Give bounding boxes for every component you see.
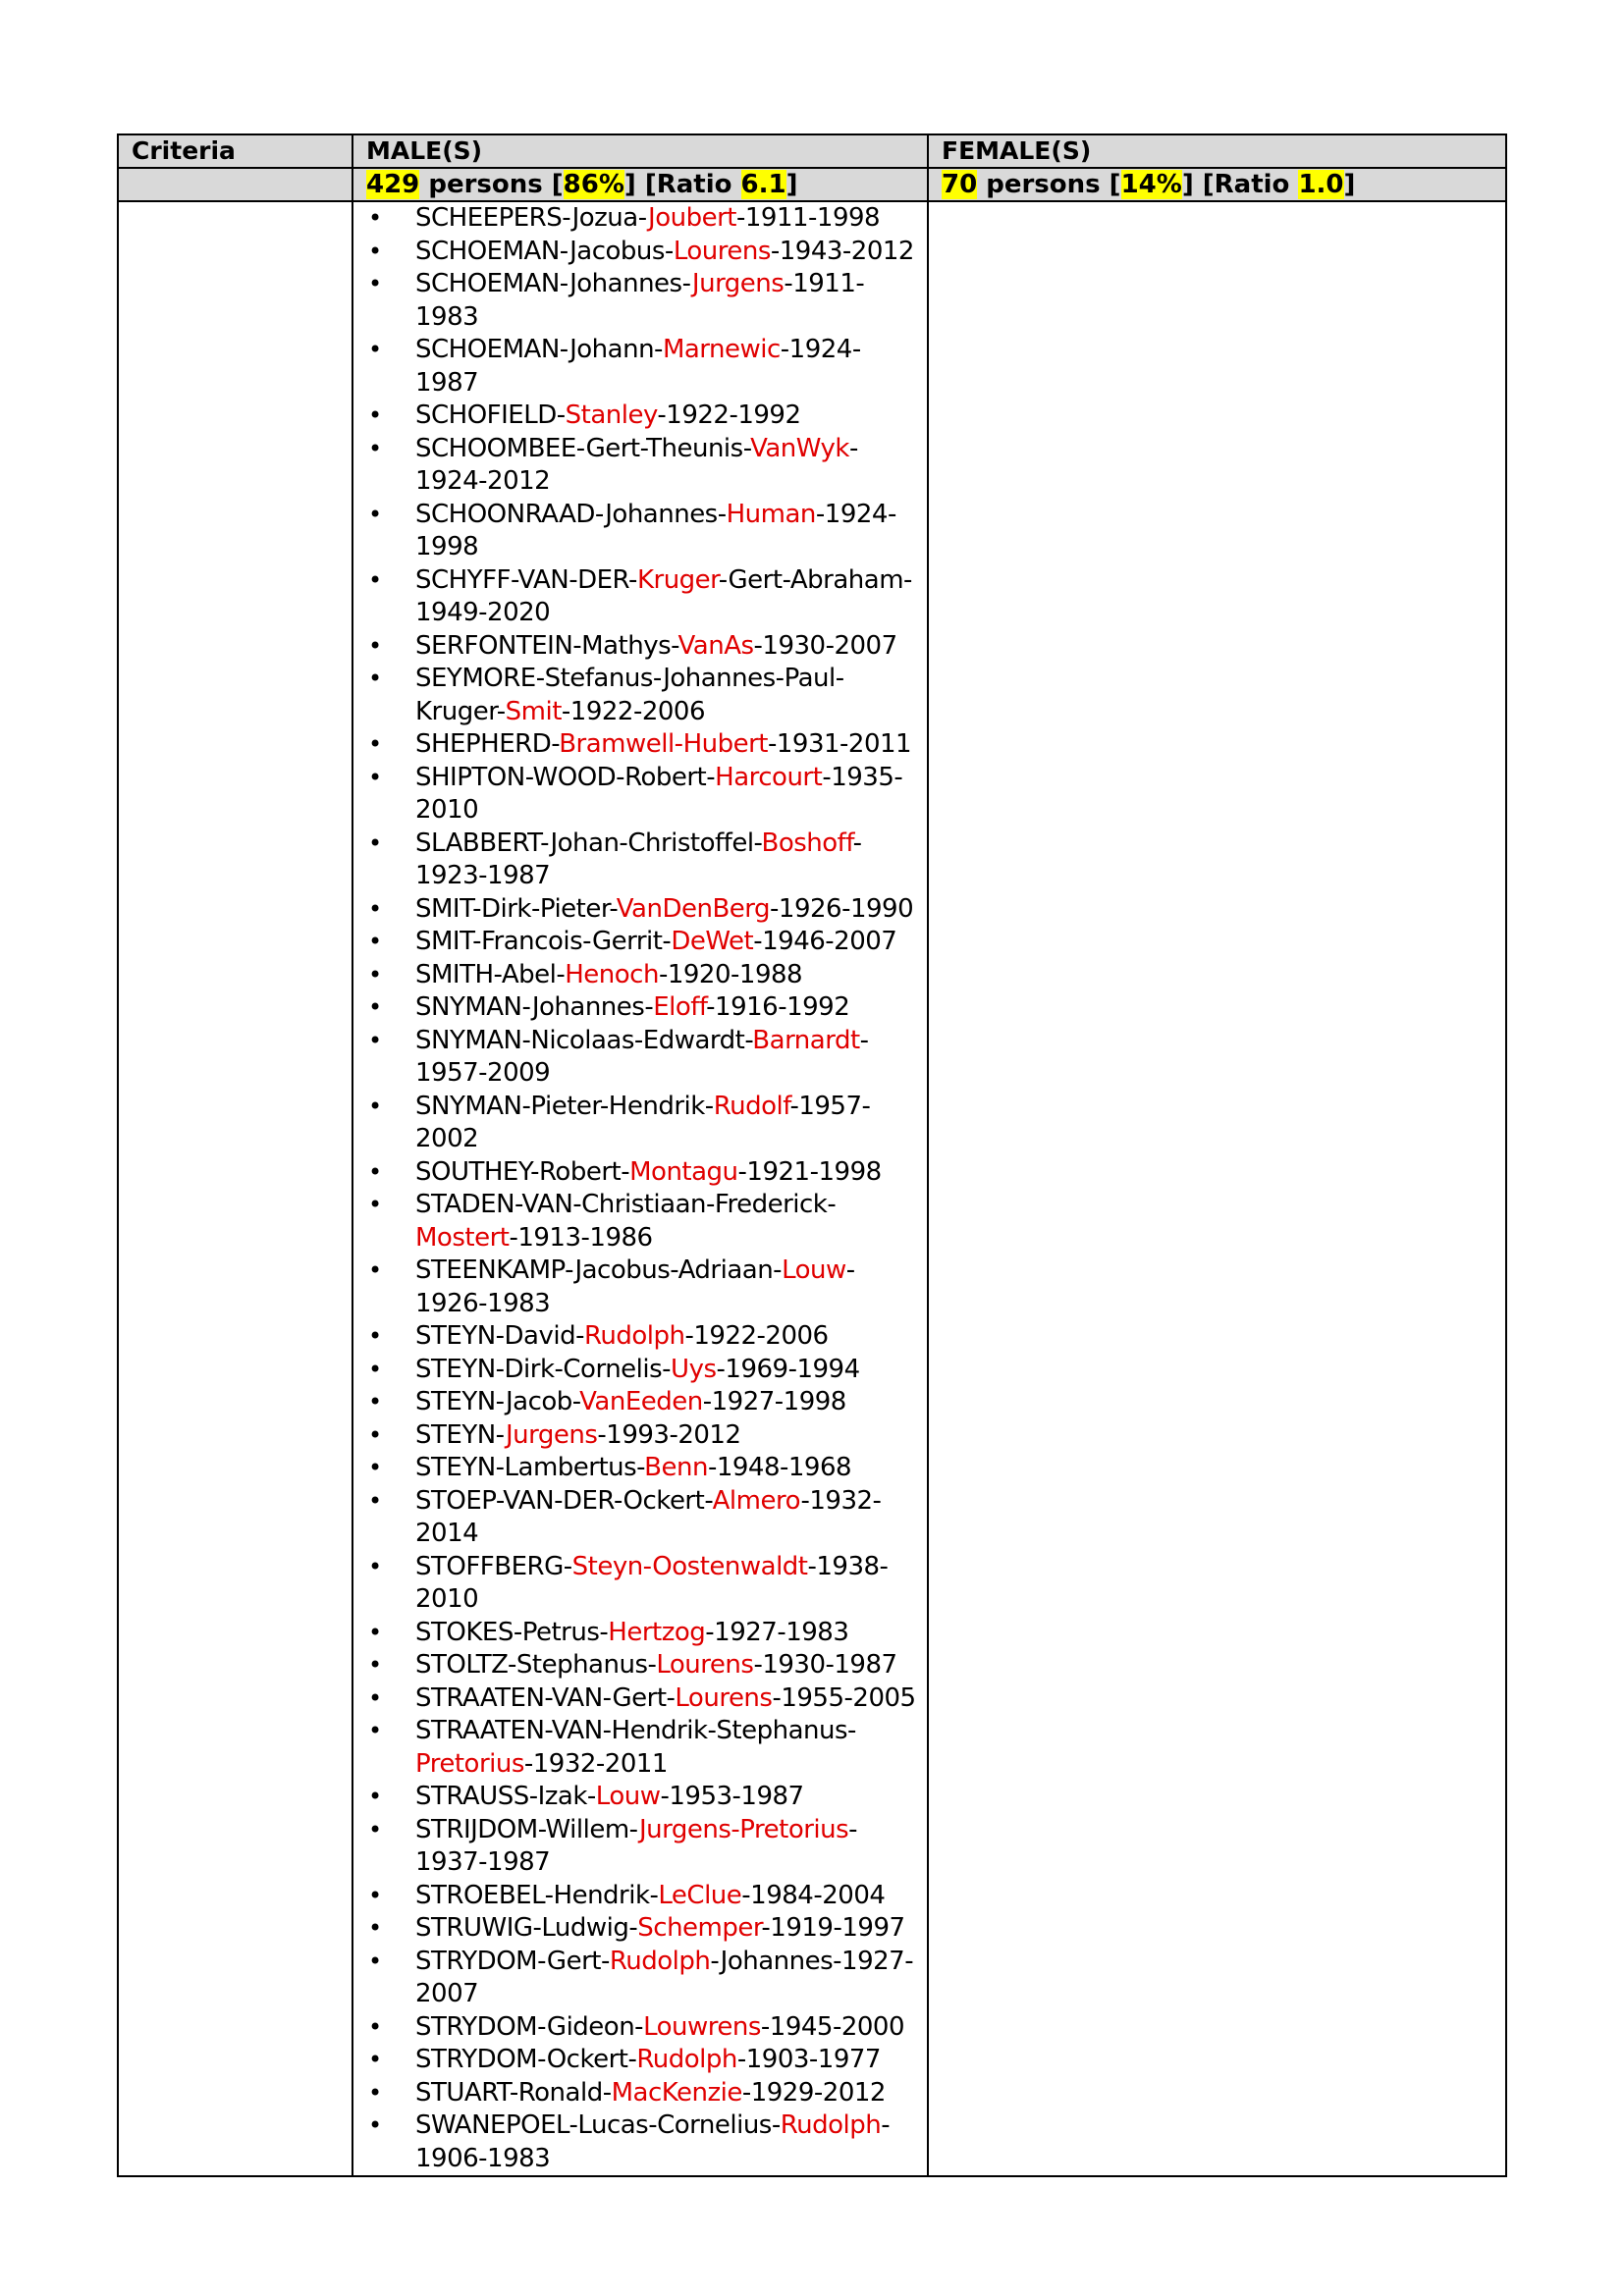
list-item — [353, 268, 927, 334]
list-item — [353, 1156, 927, 1190]
list-item — [353, 1912, 927, 1946]
list-item — [353, 1386, 927, 1419]
entry-suffix: -1993-2012 — [597, 1419, 741, 1450]
male-ratio: 6.1 — [740, 170, 786, 199]
entry-suffix: -1924-1998 — [415, 499, 896, 561]
female-header: FEMALE(S) — [928, 134, 1506, 168]
entry-prefix: SERFONTEIN-Mathys- — [415, 630, 678, 661]
entry-prefix: STOFFBERG- — [415, 1551, 572, 1581]
list-item — [353, 564, 927, 630]
entry-highlight-name: VanDenBerg — [616, 893, 771, 924]
entry-suffix: -1932-2014 — [415, 1485, 882, 1548]
entry-prefix: STEYN- — [415, 1419, 506, 1450]
entry-prefix: STOKES-Petrus- — [415, 1617, 609, 1647]
entry-prefix: STEYN-Jacob- — [415, 1387, 580, 1416]
entry-prefix: SOUTHEY-Robert- — [415, 1156, 630, 1187]
entry-highlight-name: Harcourt — [715, 762, 823, 792]
entry-suffix: -1921-1998 — [737, 1156, 882, 1187]
entry-highlight-name: Lourens — [656, 1650, 754, 1680]
entry-suffix: -1930-2007 — [753, 630, 897, 661]
list-item — [353, 1320, 927, 1354]
entry-suffix: -1935-2010 — [415, 762, 903, 825]
list-item — [353, 400, 927, 433]
entry-suffix: -1906-1983 — [415, 2110, 891, 2173]
header-row — [118, 134, 1506, 168]
entry-suffix: -1953-1987 — [660, 1782, 804, 1811]
entry-highlight-name: VanAs — [677, 630, 754, 661]
male-percent: 86% — [563, 170, 624, 199]
entry-highlight-name: Henoch — [565, 959, 659, 989]
entry-prefix: SCHOOMBEE-Gert-Theunis- — [415, 433, 751, 463]
entry-highlight-name: Smit — [505, 696, 562, 726]
entry-prefix: SCHOFIELD- — [415, 400, 566, 430]
entry-suffix: -Gert-Abraham-1949-2020 — [415, 564, 912, 627]
list-item — [353, 202, 927, 236]
entries-row — [118, 201, 1506, 2176]
entry-prefix: SEYMORE-Stefanus-Johannes-Paul-Kruger- — [415, 664, 844, 726]
male-entries-cell — [352, 201, 928, 2176]
entry-suffix: -1922-2006 — [561, 696, 705, 726]
summary-row — [118, 168, 1506, 201]
male-count: 429 — [366, 170, 420, 199]
entry-prefix: STEYN-Lambertus- — [415, 1453, 645, 1482]
entry-highlight-name: Almero — [712, 1485, 801, 1516]
entry-highlight-name: DeWet — [671, 927, 754, 956]
entry-prefix: SHIPTON-WOOD-Robert- — [415, 762, 716, 792]
entry-highlight-name: Human — [726, 499, 816, 529]
entry-prefix: SCHOONRAAD-Johannes- — [415, 499, 727, 529]
entry-suffix: -1946-2007 — [753, 927, 897, 956]
female-percent: 14% — [1120, 170, 1182, 199]
entry-suffix: -1948-1968 — [707, 1453, 852, 1482]
male-header: MALE(S) — [352, 134, 928, 168]
list-item — [353, 1255, 927, 1320]
list-item — [353, 1452, 927, 1485]
entry-highlight-name: Barnardt — [752, 1025, 860, 1055]
entry-prefix: STOLTZ-Stephanus- — [415, 1650, 657, 1680]
female-summary-close: ] — [1343, 170, 1356, 199]
entry-highlight-name: Hertzog — [608, 1617, 706, 1647]
entry-highlight-name: LeClue — [658, 1880, 742, 1910]
entry-highlight-name: Eloff — [653, 992, 707, 1022]
female-count: 70 — [942, 170, 978, 199]
entry-suffix: -1911-1983 — [415, 269, 865, 332]
entry-prefix: STADEN-VAN-Christiaan-Frederick- — [415, 1190, 837, 1219]
entry-highlight-name: Steyn-Oostenwaldt — [571, 1551, 808, 1581]
list-item — [353, 334, 927, 400]
female-persons-label: persons [ — [977, 170, 1121, 199]
entry-suffix: -1913-1986 — [509, 1222, 653, 1253]
entry-prefix: STRAUSS-Izak- — [415, 1782, 596, 1811]
entry-prefix: STEYN-David- — [415, 1321, 584, 1351]
entry-prefix: SNYMAN-Nicolaas-Edwardt- — [415, 1025, 753, 1055]
list-item — [353, 893, 927, 927]
entry-highlight-name: Jurgens — [691, 269, 785, 298]
entry-suffix: -1943-2012 — [770, 236, 914, 266]
entry-highlight-name: Rudolph — [583, 1321, 685, 1351]
entry-highlight-name: Kruger — [636, 564, 719, 595]
entry-prefix: STOEP-VAN-DER-Ockert- — [415, 1485, 713, 1516]
entry-highlight-name: Rudolph — [780, 2110, 882, 2140]
entry-prefix: SMIT-Francois-Gerrit- — [415, 927, 672, 956]
entry-suffix: -1926-1983 — [415, 1255, 855, 1318]
entry-highlight-name: Stanley — [565, 400, 658, 430]
male-summary-close: ] — [785, 170, 798, 199]
list-item — [353, 1025, 927, 1091]
list-item — [353, 1781, 927, 1814]
list-item — [353, 499, 927, 564]
entry-highlight-name: Schemper — [637, 1913, 762, 1943]
entry-suffix: -1903-1977 — [736, 2045, 881, 2074]
entry-prefix: STRIJDOM-Willem- — [415, 1814, 639, 1844]
entry-highlight-name: Rudolf — [713, 1091, 790, 1121]
entry-prefix: STEYN-Dirk-Cornelis- — [415, 1354, 672, 1384]
list-item — [353, 1880, 927, 1913]
entry-highlight-name: Louw — [595, 1782, 661, 1811]
entry-highlight-name: Lourens — [675, 1682, 773, 1713]
list-item — [353, 728, 927, 762]
list-item — [353, 2044, 927, 2077]
list-item — [353, 1551, 927, 1617]
entry-prefix: SLABBERT-Johan-Christoffel- — [415, 828, 762, 858]
entry-suffix: -1929-2012 — [741, 2077, 886, 2108]
entry-suffix: -1932-2011 — [523, 1748, 668, 1779]
entry-prefix: SCHOEMAN-Jacobus- — [415, 236, 674, 266]
entry-prefix: STRAATEN-VAN-Hendrik-Stephanus- — [415, 1716, 856, 1745]
male-entries-list — [353, 202, 927, 2175]
list-item — [353, 926, 927, 959]
entry-highlight-name: VanWyk — [750, 433, 849, 463]
list-item — [353, 2109, 927, 2175]
entry-prefix: STRYDOM-Gert- — [415, 1946, 610, 1976]
entry-suffix: -1924-1987 — [415, 335, 861, 398]
entry-highlight-name: Montagu — [629, 1156, 738, 1187]
entry-prefix: STRYDOM-Ockert- — [415, 2045, 637, 2074]
entry-prefix: SWANEPOEL-Lucas-Cornelius- — [415, 2110, 781, 2140]
entry-highlight-name: Rudolph — [636, 2045, 737, 2074]
entry-suffix: -1922-2006 — [684, 1321, 829, 1351]
entry-prefix: SCHYFF-VAN-DER- — [415, 564, 637, 595]
entry-highlight-name: VanEeden — [579, 1387, 703, 1416]
list-item — [353, 1091, 927, 1156]
entry-highlight-name: Marnewic — [662, 335, 781, 364]
entry-suffix: -1969-1994 — [716, 1354, 860, 1384]
entry-prefix: STEENKAMP-Jacobus-Adriaan- — [415, 1255, 783, 1285]
criteria-body-cell — [118, 201, 352, 2176]
male-persons-label: persons [ — [419, 170, 564, 199]
entry-highlight-name: Benn — [644, 1453, 708, 1482]
entry-suffix: -1924-2012 — [415, 433, 858, 496]
entry-highlight-name: Boshoff — [761, 828, 853, 858]
entry-prefix: SMIT-Dirk-Pieter- — [415, 893, 617, 924]
entry-highlight-name: Jurgens-Pretorius — [639, 1814, 849, 1844]
list-item — [353, 959, 927, 992]
entry-prefix: SNYMAN-Pieter-Hendrik- — [415, 1091, 714, 1121]
list-item — [353, 1189, 927, 1255]
entry-prefix: SMITH-Abel- — [415, 959, 566, 989]
entry-prefix: SCHOEMAN-Johannes- — [415, 269, 692, 298]
entry-highlight-name: Uys — [671, 1354, 717, 1384]
entry-suffix: -1955-2005 — [772, 1682, 916, 1713]
female-ratio: 1.0 — [1298, 170, 1344, 199]
criteria-summary-cell — [118, 168, 352, 201]
entry-suffix: -1984-2004 — [741, 1880, 886, 1910]
list-item — [353, 991, 927, 1025]
list-item — [353, 1485, 927, 1551]
list-item — [353, 1814, 927, 1880]
list-item — [353, 1354, 927, 1387]
entry-suffix: -1930-1987 — [753, 1650, 897, 1680]
entry-prefix: STRUWIG-Ludwig- — [415, 1913, 638, 1943]
entry-highlight-name: Mostert — [415, 1222, 510, 1253]
list-item — [353, 1682, 927, 1716]
entry-suffix: -Johannes-1927-2007 — [415, 1946, 914, 2008]
entry-suffix: -1922-1992 — [657, 400, 801, 430]
entry-suffix: -1957-2002 — [415, 1091, 871, 1153]
entry-suffix: -1916-1992 — [706, 992, 850, 1022]
entry-suffix: -1911-1998 — [735, 203, 881, 233]
entry-suffix: -1926-1990 — [770, 893, 914, 924]
male-ratio-label: ] [Ratio — [623, 170, 741, 199]
list-item — [353, 1946, 927, 2011]
entry-suffix: -1931-2011 — [767, 729, 912, 759]
list-item — [353, 236, 927, 269]
female-summary — [928, 168, 1506, 201]
criteria-table — [117, 133, 1507, 2177]
criteria-header: Criteria — [118, 134, 352, 168]
entry-highlight-name: Pretorius — [415, 1748, 524, 1779]
list-item — [353, 1419, 927, 1453]
list-item — [353, 2011, 927, 2045]
entry-suffix: -1919-1997 — [761, 1913, 905, 1943]
list-item — [353, 433, 927, 499]
entry-highlight-name: Bramwell-Hubert — [559, 729, 768, 759]
entry-suffix: -1927-1983 — [705, 1617, 849, 1647]
entry-prefix: STRAATEN-VAN-Gert- — [415, 1682, 676, 1713]
entry-highlight-name: Lourens — [673, 236, 771, 266]
entry-suffix: -1938-2010 — [415, 1551, 889, 1614]
male-summary — [352, 168, 928, 201]
entry-suffix: -1920-1988 — [658, 959, 803, 989]
list-item — [353, 663, 927, 728]
entry-highlight-name: Louw — [782, 1255, 846, 1285]
list-item — [353, 2077, 927, 2110]
entry-prefix: STUART-Ronald- — [415, 2077, 612, 2108]
entry-highlight-name: Jurgens — [505, 1419, 598, 1450]
entry-highlight-name: Joubert — [648, 203, 736, 233]
entry-prefix: STROEBEL-Hendrik- — [415, 1880, 659, 1910]
entry-prefix: SNYMAN-Johannes- — [415, 992, 654, 1022]
list-item — [353, 762, 927, 828]
female-ratio-label: ] [Ratio — [1181, 170, 1299, 199]
list-item — [353, 1649, 927, 1682]
entry-suffix: -1957-2009 — [415, 1025, 869, 1088]
list-item — [353, 828, 927, 893]
entry-prefix: SCHOEMAN-Johann- — [415, 335, 663, 364]
female-entries-cell — [928, 201, 1506, 2176]
list-item — [353, 1715, 927, 1781]
entry-highlight-name: Louwrens — [643, 2011, 761, 2042]
list-item — [353, 630, 927, 664]
entry-suffix: -1937-1987 — [415, 1814, 858, 1877]
entry-suffix: -1923-1987 — [415, 828, 862, 890]
entry-suffix: -1945-2000 — [760, 2011, 904, 2042]
entry-prefix: SHEPHERD- — [415, 729, 560, 759]
entry-highlight-name: Rudolph — [609, 1946, 711, 1976]
entry-suffix: -1927-1998 — [702, 1387, 846, 1416]
entry-prefix: STRYDOM-Gideon- — [415, 2011, 644, 2042]
entry-highlight-name: MacKenzie — [611, 2077, 742, 2108]
entry-prefix: SCHEEPERS-Jozua- — [415, 203, 649, 233]
list-item — [353, 1617, 927, 1650]
